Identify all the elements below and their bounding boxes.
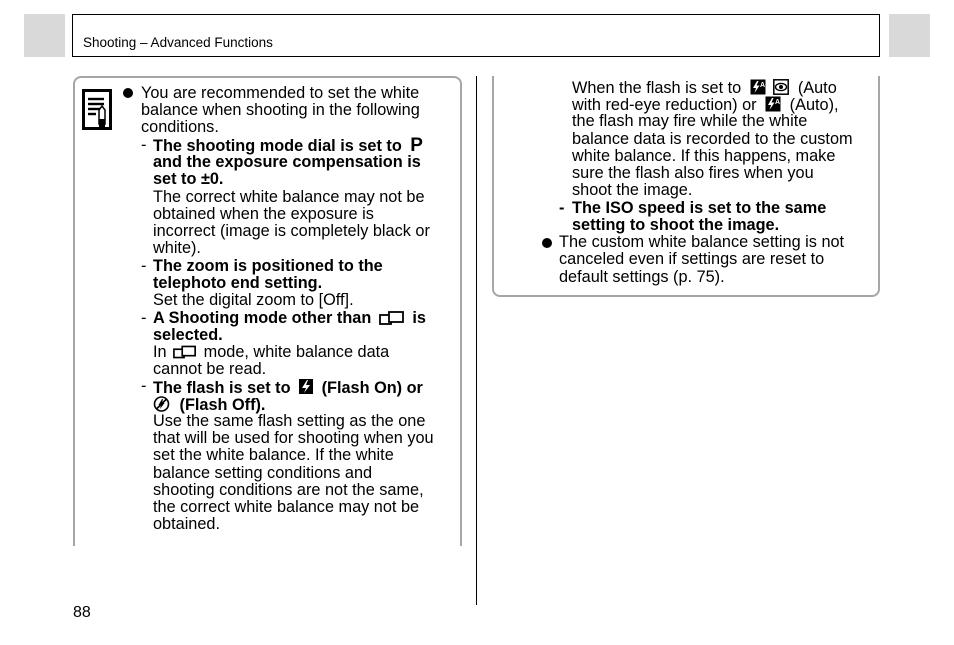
- continued-text: (Auto),: [789, 96, 839, 114]
- item1-body-line: incorrect (image is completely black or: [153, 222, 430, 240]
- continued-line: the flash may fire while the white: [572, 112, 808, 130]
- item2-heading-line: The zoom is positioned to the: [153, 257, 383, 275]
- bullet-dot: [123, 88, 133, 98]
- dash-marker: -: [141, 136, 147, 154]
- flash-auto-icon: [765, 96, 781, 112]
- page-tab-right: [889, 14, 930, 57]
- red-eye-icon: [773, 79, 789, 95]
- dash-marker: -: [559, 199, 565, 217]
- item3-body-text: In: [153, 343, 167, 361]
- memo-icon: [82, 88, 114, 132]
- stitch-assist-icon: [173, 345, 197, 359]
- item3-heading-line: selected.: [153, 326, 223, 344]
- continued-text: with red-eye reduction) or: [572, 96, 757, 114]
- continued-line: balance data is recorded to the custom: [572, 130, 853, 148]
- item1-heading-line: set to ±0.: [153, 170, 224, 188]
- flash-on-icon: [298, 378, 314, 395]
- bullet2-line: default settings (p. 75).: [559, 268, 725, 286]
- item4-body-line: balance setting conditions and: [153, 464, 373, 482]
- continued-line: white balance. If this happens, make: [572, 147, 836, 165]
- item4-body-line: shooting conditions are not the same,: [153, 481, 424, 499]
- svg-text:A: A: [775, 99, 781, 106]
- item4-body-line: the correct white balance may not be: [153, 498, 420, 516]
- intro-line: You are recommended to set the white: [141, 84, 420, 102]
- item3-heading-text: A Shooting mode other than: [153, 309, 372, 327]
- bullet2-line: The custom white balance setting is not: [559, 233, 845, 251]
- item1-heading-text: The shooting mode dial is set to: [153, 137, 402, 155]
- item4-heading-line: [153, 378, 423, 397]
- item1-body-line: The correct white balance may not be: [153, 188, 425, 206]
- item4-body-line: Use the same flash setting as the one: [153, 412, 426, 430]
- item1-heading-line: and the exposure compensation is: [153, 153, 421, 171]
- flash-auto-icon: [750, 79, 766, 95]
- page-number: 88: [73, 604, 91, 621]
- item2-body: Set the digital zoom to [Off].: [153, 291, 354, 309]
- mode-p-label: P: [410, 135, 423, 156]
- item5-heading-line: setting to shoot the image.: [572, 216, 780, 234]
- stitch-assist-icon: [379, 311, 405, 325]
- continued-line: shoot the image.: [572, 181, 693, 199]
- item4-body-line: that will be used for shooting when you: [153, 429, 434, 447]
- item4-heading-text: (Flash On) or: [321, 379, 423, 397]
- intro-line: conditions.: [141, 118, 219, 136]
- bullet-dot: [542, 238, 552, 248]
- dash-marker: -: [141, 257, 147, 275]
- item1-body-line: white).: [153, 239, 201, 257]
- continued-text: (Auto: [797, 79, 837, 97]
- continued-text: When the flash is set to: [572, 79, 742, 97]
- column-divider: [476, 76, 477, 605]
- running-header: [72, 14, 880, 57]
- item4-heading-text: (Flash Off).: [179, 396, 266, 414]
- page-tab-left: [24, 14, 65, 57]
- continued-line: [572, 79, 837, 97]
- item4-body-line: obtained.: [153, 515, 220, 533]
- dash-marker: -: [141, 309, 147, 327]
- dash-marker: -: [141, 377, 147, 395]
- item2-heading-line: telephoto end setting.: [153, 274, 323, 292]
- item3-body-line: [153, 344, 389, 361]
- item3-heading-line: [153, 310, 426, 327]
- item1-body-line: obtained when the exposure is: [153, 205, 374, 223]
- item4-body-line: set the white balance. If the white: [153, 446, 394, 464]
- svg-text:A: A: [759, 82, 765, 89]
- item3-body-line: cannot be read.: [153, 360, 267, 378]
- intro-line: balance when shooting in the following: [141, 101, 420, 119]
- continued-line: sure the flash also fires when you: [572, 164, 814, 182]
- item4-heading-text: The flash is set to: [153, 379, 291, 397]
- header-title: Shooting – Advanced Functions: [83, 35, 273, 50]
- bullet2-line: canceled even if settings are reset to: [559, 250, 825, 268]
- flash-off-icon: [153, 396, 170, 412]
- item3-heading-text: is: [412, 309, 426, 327]
- item3-body-text: mode, white balance data: [203, 343, 390, 361]
- item5-heading-line: The ISO speed is set to the same: [572, 199, 827, 217]
